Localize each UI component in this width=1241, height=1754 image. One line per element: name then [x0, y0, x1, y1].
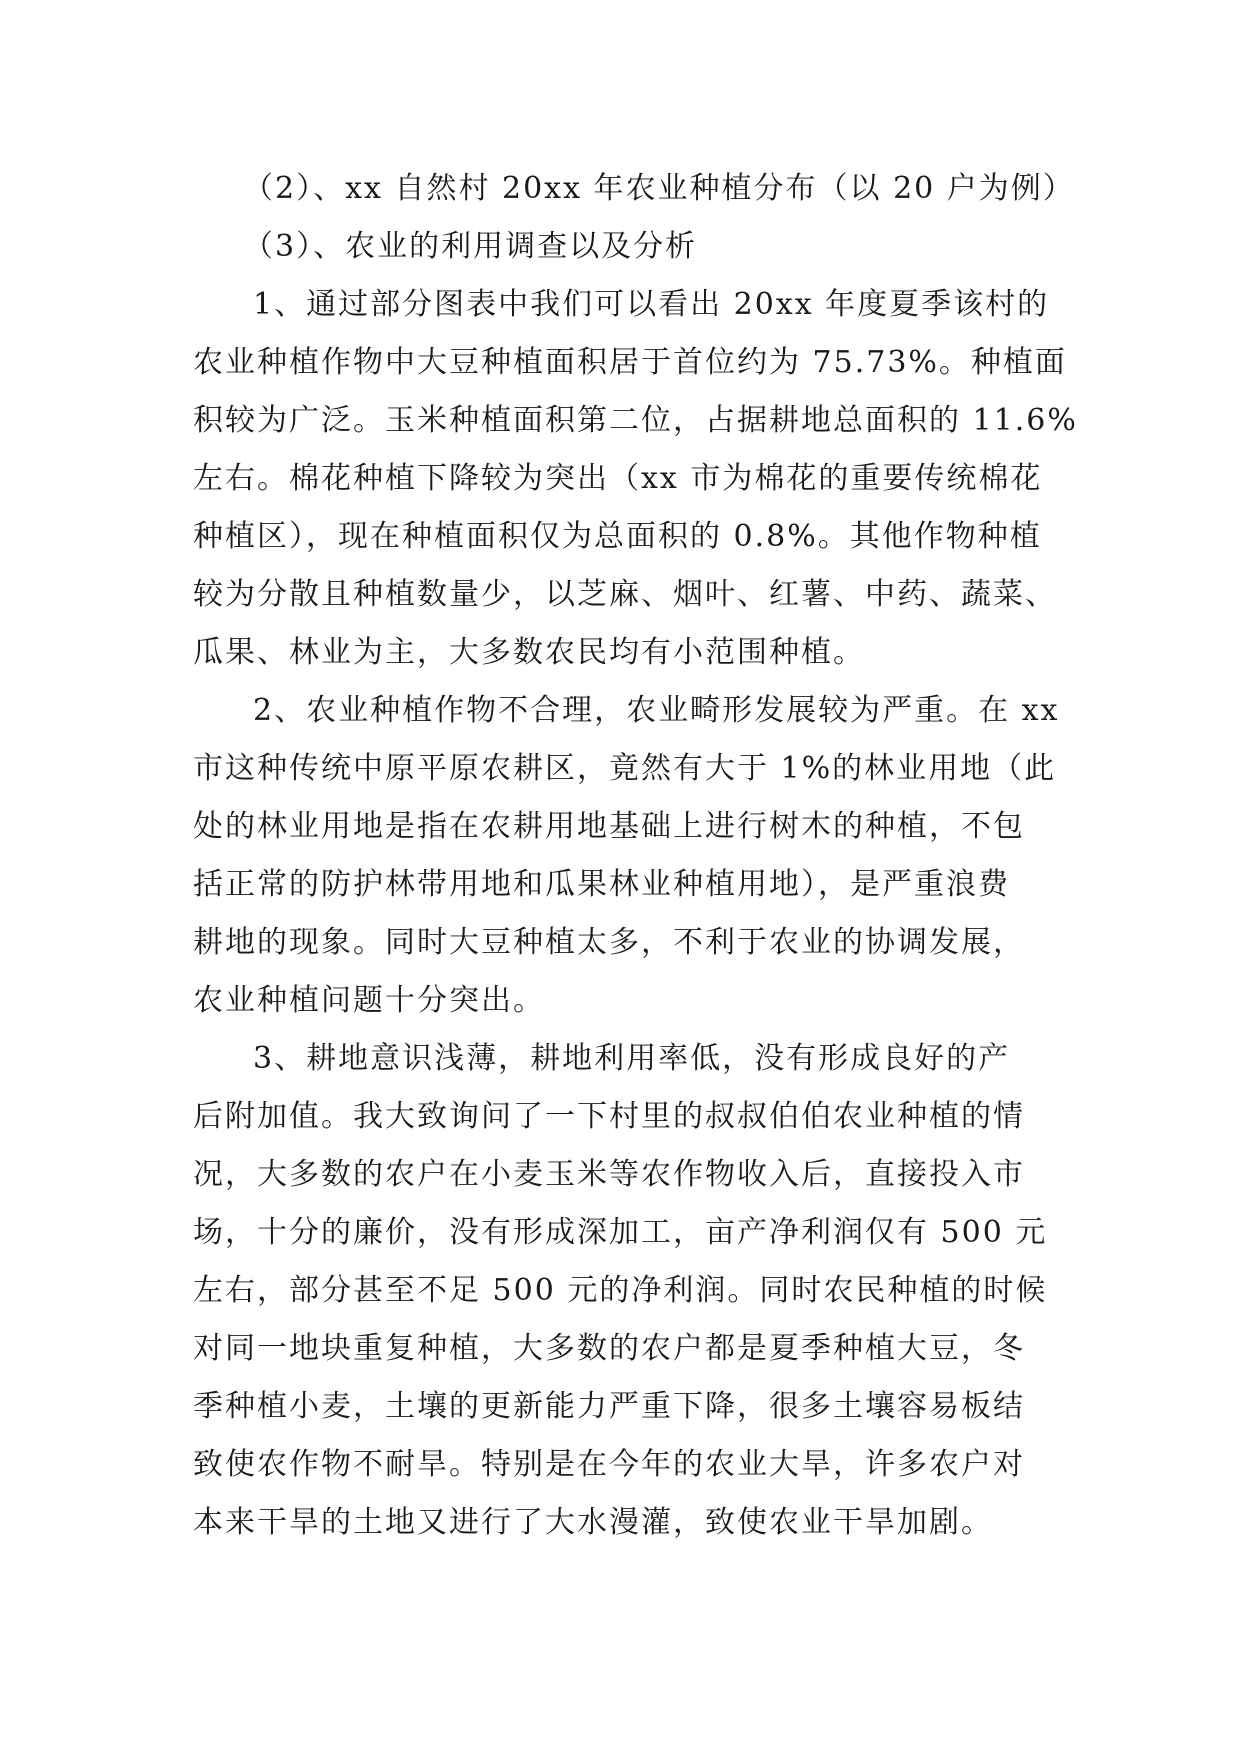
- paragraph-line: 括正常的防护林带用地和瓜果林业种植用地），是严重浪费: [193, 867, 1010, 902]
- paragraph-line: 季种植小麦，土壤的更新能力严重下降，很多土壤容易板结: [193, 1389, 1025, 1424]
- paragraph-line: 3、耕地意识浅薄，耕地利用率低，没有形成良好的产: [253, 1041, 1011, 1076]
- paragraph-line: 耕地的现象。同时大豆种植太多，不利于农业的协调发展，: [193, 925, 1025, 960]
- paragraph-2: [193, 682, 1060, 1030]
- paragraph-line: 市这种传统中原平原农耕区，竟然有大于 1%的林业用地（此: [193, 751, 1057, 786]
- paragraph-line: 农业种植问题十分突出。: [193, 983, 545, 1018]
- document-body: [193, 160, 1078, 1552]
- paragraph-line: 2、农业种植作物不合理，农业畸形发展较为严重。在 xx: [253, 693, 1060, 728]
- paragraph-line: 场，十分的廉价，没有形成深加工，亩产净利润仅有 500 元: [193, 1215, 1048, 1250]
- paragraph-line: 较为分散且种植数量少，以芝麻、烟叶、红薯、中药、蔬菜、: [193, 577, 1057, 612]
- paragraph-line: 瓜果、林业为主，大多数农民均有小范围种植。: [193, 635, 865, 670]
- heading-3: （3）、农业的利用调查以及分析: [243, 229, 698, 264]
- paragraph-line: 况，大多数的农户在小麦玉米等农作物收入后，直接投入市: [193, 1157, 1025, 1192]
- paragraph-3: [193, 1030, 1053, 1552]
- paragraph-line: 左右。棉花种植下降较为突出（xx 市为棉花的重要传统棉花: [193, 461, 1043, 496]
- heading-2: （2）、xx 自然村 20xx 年农业种植分布（以 20 户为例）: [243, 171, 1075, 206]
- paragraph-line: 积较为广泛。玉米种植面积第二位，占据耕地总面积的 11.6%: [193, 403, 1078, 438]
- paragraph-1: [193, 276, 1078, 682]
- paragraph-line: 左右，部分甚至不足 500 元的净利润。同时农民种植的时候: [193, 1273, 1048, 1308]
- paragraph-line: 种植区），现在种植面积仅为总面积的 0.8%。其他作物种植: [193, 519, 1042, 554]
- paragraph-line: 1、通过部分图表中我们可以看出 20xx 年度夏季该村的: [253, 287, 1050, 322]
- paragraph-line: 本来干旱的土地又进行了大水漫灌，致使农业干旱加剧。: [193, 1505, 993, 1540]
- paragraph-line: 后附加值。我大致询问了一下村里的叔叔伯伯农业种植的情: [193, 1099, 1025, 1134]
- paragraph-line: 农业种植作物中大豆种植面积居于首位约为 75.73%。种植面: [193, 345, 1067, 380]
- paragraph-line: 致使农作物不耐旱。特别是在今年的农业大旱，许多农户对: [193, 1447, 1025, 1482]
- paragraph-line: 处的林业用地是指在农耕用地基础上进行树木的种植，不包: [193, 809, 1025, 844]
- paragraph-line: 对同一地块重复种植，大多数的农户都是夏季种植大豆，冬: [193, 1331, 1025, 1366]
